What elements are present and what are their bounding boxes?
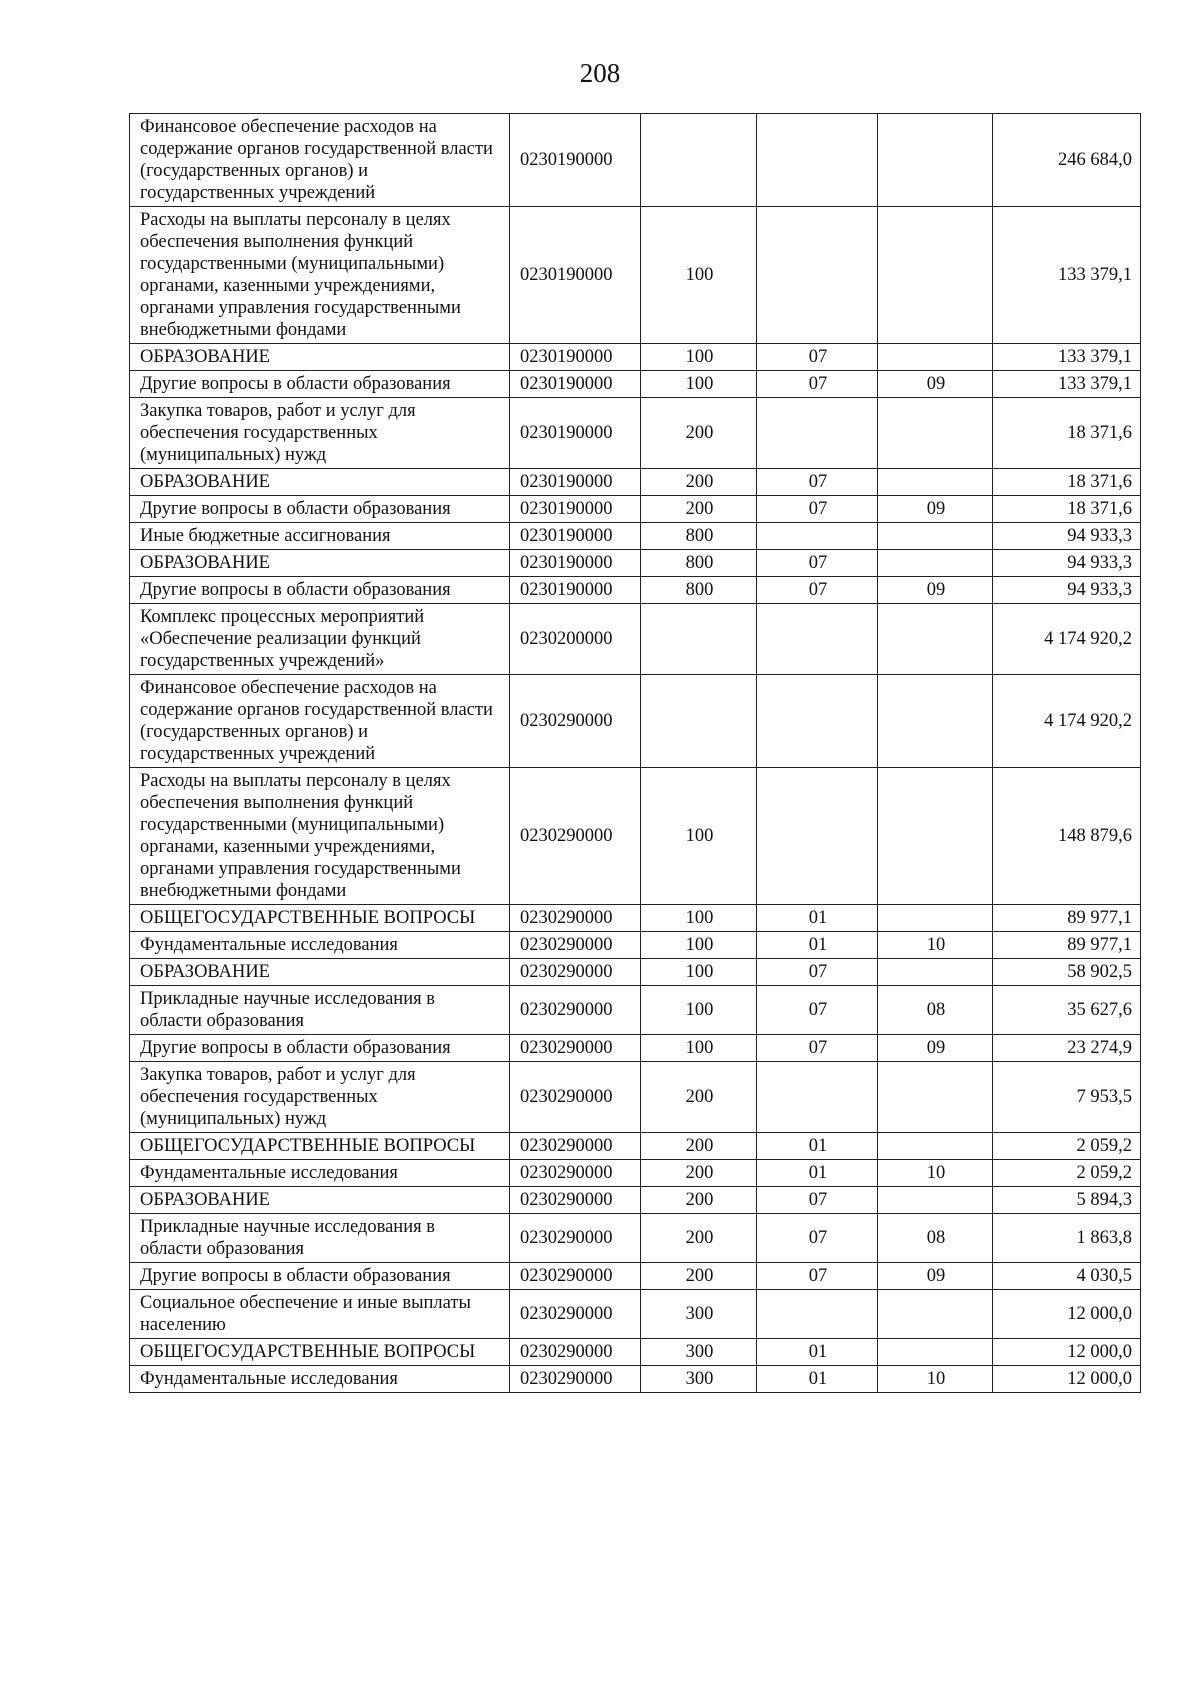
expense-type-cell: 300: [641, 1366, 757, 1393]
subsection-cell: 09: [878, 371, 993, 398]
table-row: [130, 344, 1141, 371]
row-name-cell: ОБРАЗОВАНИЕ: [130, 344, 510, 371]
row-name-cell: ОБРАЗОВАНИЕ: [130, 550, 510, 577]
expense-type-cell: 100: [641, 986, 757, 1035]
section-cell: [757, 398, 878, 469]
target-article-cell: 0230190000: [510, 344, 641, 371]
section-cell: [757, 604, 878, 675]
expense-type-cell: 100: [641, 207, 757, 344]
table-row: [130, 1133, 1141, 1160]
amount-cell: 2 059,2: [993, 1133, 1141, 1160]
target-article-cell: 0230290000: [510, 1035, 641, 1062]
expense-type-cell: 100: [641, 768, 757, 905]
target-article-cell: 0230190000: [510, 577, 641, 604]
subsection-cell: [878, 469, 993, 496]
table-row: [130, 1214, 1141, 1263]
target-article-cell: 0230290000: [510, 1366, 641, 1393]
subsection-cell: 09: [878, 1263, 993, 1290]
subsection-cell: [878, 344, 993, 371]
row-name-cell: ОБРАЗОВАНИЕ: [130, 1187, 510, 1214]
expense-type-cell: 200: [641, 1160, 757, 1187]
expense-type-cell: 200: [641, 1133, 757, 1160]
expense-type-cell: 200: [641, 1214, 757, 1263]
target-article-cell: 0230290000: [510, 1214, 641, 1263]
amount-cell: 89 977,1: [993, 932, 1141, 959]
table-row: [130, 577, 1141, 604]
target-article-cell: 0230190000: [510, 207, 641, 344]
section-cell: 07: [757, 986, 878, 1035]
row-name-cell: Расходы на выплаты персоналу в целях обеспечения выполнения функций государственными (муниципальными) органами, казенными учреждениями, органами управления государственными внебюджетными фондами: [130, 768, 510, 905]
table-row: [130, 959, 1141, 986]
subsection-cell: [878, 398, 993, 469]
table-row: [130, 986, 1141, 1035]
subsection-cell: [878, 905, 993, 932]
table-row: [130, 1263, 1141, 1290]
expense-type-cell: 200: [641, 496, 757, 523]
table-row: [130, 398, 1141, 469]
section-cell: 07: [757, 1035, 878, 1062]
target-article-cell: 0230290000: [510, 986, 641, 1035]
section-cell: 07: [757, 1214, 878, 1263]
section-cell: 07: [757, 1187, 878, 1214]
amount-cell: 12 000,0: [993, 1366, 1141, 1393]
subsection-cell: 10: [878, 1366, 993, 1393]
section-cell: [757, 523, 878, 550]
amount-cell: 4 030,5: [993, 1263, 1141, 1290]
amount-cell: 2 059,2: [993, 1160, 1141, 1187]
table-row: [130, 604, 1141, 675]
target-article-cell: 0230290000: [510, 1339, 641, 1366]
row-name-cell: Социальное обеспечение и иные выплаты населению: [130, 1290, 510, 1339]
row-name-cell: Другие вопросы в области образования: [130, 496, 510, 523]
amount-cell: 23 274,9: [993, 1035, 1141, 1062]
section-cell: 01: [757, 1133, 878, 1160]
row-name-cell: Другие вопросы в области образования: [130, 1263, 510, 1290]
target-article-cell: 0230200000: [510, 604, 641, 675]
subsection-cell: [878, 207, 993, 344]
subsection-cell: 09: [878, 1035, 993, 1062]
target-article-cell: 0230290000: [510, 1290, 641, 1339]
amount-cell: 94 933,3: [993, 550, 1141, 577]
expense-type-cell: [641, 675, 757, 768]
row-name-cell: Иные бюджетные ассигнования: [130, 523, 510, 550]
section-cell: 01: [757, 1339, 878, 1366]
amount-cell: 133 379,1: [993, 207, 1141, 344]
amount-cell: 58 902,5: [993, 959, 1141, 986]
section-cell: 07: [757, 959, 878, 986]
table-row: [130, 550, 1141, 577]
section-cell: 07: [757, 469, 878, 496]
amount-cell: 1 863,8: [993, 1214, 1141, 1263]
section-cell: 01: [757, 1366, 878, 1393]
table-row: [130, 932, 1141, 959]
section-cell: 07: [757, 496, 878, 523]
subsection-cell: [878, 959, 993, 986]
expense-type-cell: [641, 114, 757, 207]
row-name-cell: ОБЩЕГОСУДАРСТВЕННЫЕ ВОПРОСЫ: [130, 1133, 510, 1160]
amount-cell: 89 977,1: [993, 905, 1141, 932]
table-row: [130, 1366, 1141, 1393]
expense-type-cell: 100: [641, 932, 757, 959]
target-article-cell: 0230190000: [510, 469, 641, 496]
section-cell: 01: [757, 905, 878, 932]
subsection-cell: [878, 1187, 993, 1214]
row-name-cell: Другие вопросы в области образования: [130, 1035, 510, 1062]
table-row: [130, 1035, 1141, 1062]
expense-type-cell: 100: [641, 344, 757, 371]
table-row: [130, 1062, 1141, 1133]
subsection-cell: [878, 604, 993, 675]
table-row: [130, 1160, 1141, 1187]
subsection-cell: 08: [878, 1214, 993, 1263]
target-article-cell: 0230290000: [510, 768, 641, 905]
subsection-cell: [878, 1133, 993, 1160]
subsection-cell: [878, 1062, 993, 1133]
amount-cell: 94 933,3: [993, 523, 1141, 550]
subsection-cell: 09: [878, 496, 993, 523]
section-cell: 07: [757, 371, 878, 398]
subsection-cell: 10: [878, 1160, 993, 1187]
expense-type-cell: 300: [641, 1290, 757, 1339]
table-row: [130, 905, 1141, 932]
amount-cell: 18 371,6: [993, 496, 1141, 523]
section-cell: 07: [757, 550, 878, 577]
budget-table: [129, 113, 1141, 1393]
row-name-cell: Финансовое обеспечение расходов на содержание органов государственной власти (государственных органов) и государственных учреждений: [130, 114, 510, 207]
table-row: [130, 1290, 1141, 1339]
table-row: [130, 523, 1141, 550]
section-cell: [757, 1290, 878, 1339]
target-article-cell: 0230190000: [510, 371, 641, 398]
row-name-cell: ОБРАЗОВАНИЕ: [130, 469, 510, 496]
row-name-cell: Прикладные научные исследования в области образования: [130, 986, 510, 1035]
section-cell: 07: [757, 1263, 878, 1290]
section-cell: [757, 207, 878, 344]
subsection-cell: 09: [878, 577, 993, 604]
subsection-cell: [878, 675, 993, 768]
subsection-cell: [878, 768, 993, 905]
expense-type-cell: [641, 604, 757, 675]
expense-type-cell: 800: [641, 550, 757, 577]
row-name-cell: Другие вопросы в области образования: [130, 371, 510, 398]
row-name-cell: Прикладные научные исследования в области образования: [130, 1214, 510, 1263]
row-name-cell: Финансовое обеспечение расходов на содержание органов государственной власти (государственных органов) и государственных учреждений: [130, 675, 510, 768]
table-row: [130, 469, 1141, 496]
subsection-cell: [878, 550, 993, 577]
subsection-cell: [878, 1290, 993, 1339]
table-row: [130, 496, 1141, 523]
expense-type-cell: 200: [641, 1187, 757, 1214]
table-row: [130, 207, 1141, 344]
row-name-cell: Фундаментальные исследования: [130, 932, 510, 959]
target-article-cell: 0230290000: [510, 959, 641, 986]
row-name-cell: Расходы на выплаты персоналу в целях обеспечения выполнения функций государственными (муниципальными) органами, казенными учреждениями, органами управления государственными внебюджетными фондами: [130, 207, 510, 344]
subsection-cell: 10: [878, 932, 993, 959]
target-article-cell: 0230290000: [510, 1187, 641, 1214]
expense-type-cell: 200: [641, 398, 757, 469]
target-article-cell: 0230190000: [510, 114, 641, 207]
row-name-cell: ОБЩЕГОСУДАРСТВЕННЫЕ ВОПРОСЫ: [130, 1339, 510, 1366]
target-article-cell: 0230190000: [510, 496, 641, 523]
row-name-cell: Другие вопросы в области образования: [130, 577, 510, 604]
subsection-cell: [878, 523, 993, 550]
section-cell: [757, 1062, 878, 1133]
amount-cell: 4 174 920,2: [993, 604, 1141, 675]
expense-type-cell: 200: [641, 1062, 757, 1133]
amount-cell: 5 894,3: [993, 1187, 1141, 1214]
table-row: [130, 371, 1141, 398]
expense-type-cell: 200: [641, 1263, 757, 1290]
section-cell: 01: [757, 1160, 878, 1187]
target-article-cell: 0230190000: [510, 398, 641, 469]
row-name-cell: Комплекс процессных мероприятий «Обеспечение реализации функций государственных учреждений»: [130, 604, 510, 675]
row-name-cell: Закупка товаров, работ и услуг для обеспечения государственных (муниципальных) нужд: [130, 1062, 510, 1133]
expense-type-cell: 200: [641, 469, 757, 496]
table-row: [130, 1187, 1141, 1214]
section-cell: 07: [757, 577, 878, 604]
row-name-cell: Закупка товаров, работ и услуг для обеспечения государственных (муниципальных) нужд: [130, 398, 510, 469]
section-cell: 01: [757, 932, 878, 959]
expense-type-cell: 800: [641, 577, 757, 604]
target-article-cell: 0230190000: [510, 523, 641, 550]
amount-cell: 246 684,0: [993, 114, 1141, 207]
section-cell: 07: [757, 344, 878, 371]
table-row: [130, 768, 1141, 905]
expense-type-cell: 800: [641, 523, 757, 550]
amount-cell: 18 371,6: [993, 469, 1141, 496]
page-number: 208: [579, 58, 621, 88]
subsection-cell: [878, 1339, 993, 1366]
expense-type-cell: 100: [641, 1035, 757, 1062]
expense-type-cell: 100: [641, 959, 757, 986]
expense-type-cell: 300: [641, 1339, 757, 1366]
target-article-cell: 0230190000: [510, 550, 641, 577]
table-row: [130, 675, 1141, 768]
section-cell: [757, 114, 878, 207]
row-name-cell: ОБРАЗОВАНИЕ: [130, 959, 510, 986]
target-article-cell: 0230290000: [510, 675, 641, 768]
section-cell: [757, 768, 878, 905]
amount-cell: 7 953,5: [993, 1062, 1141, 1133]
amount-cell: 12 000,0: [993, 1290, 1141, 1339]
target-article-cell: 0230290000: [510, 1160, 641, 1187]
expense-type-cell: 100: [641, 371, 757, 398]
expense-type-cell: 100: [641, 905, 757, 932]
target-article-cell: 0230290000: [510, 1133, 641, 1160]
subsection-cell: [878, 114, 993, 207]
amount-cell: 35 627,6: [993, 986, 1141, 1035]
subsection-cell: 08: [878, 986, 993, 1035]
table-row: [130, 1339, 1141, 1366]
amount-cell: 133 379,1: [993, 371, 1141, 398]
row-name-cell: ОБЩЕГОСУДАРСТВЕННЫЕ ВОПРОСЫ: [130, 905, 510, 932]
row-name-cell: Фундаментальные исследования: [130, 1366, 510, 1393]
target-article-cell: 0230290000: [510, 1062, 641, 1133]
target-article-cell: 0230290000: [510, 932, 641, 959]
target-article-cell: 0230290000: [510, 905, 641, 932]
table-row: [130, 114, 1141, 207]
section-cell: [757, 675, 878, 768]
amount-cell: 148 879,6: [993, 768, 1141, 905]
target-article-cell: 0230290000: [510, 1263, 641, 1290]
amount-cell: 4 174 920,2: [993, 675, 1141, 768]
amount-cell: 18 371,6: [993, 398, 1141, 469]
row-name-cell: Фундаментальные исследования: [130, 1160, 510, 1187]
amount-cell: 94 933,3: [993, 577, 1141, 604]
amount-cell: 133 379,1: [993, 344, 1141, 371]
amount-cell: 12 000,0: [993, 1339, 1141, 1366]
